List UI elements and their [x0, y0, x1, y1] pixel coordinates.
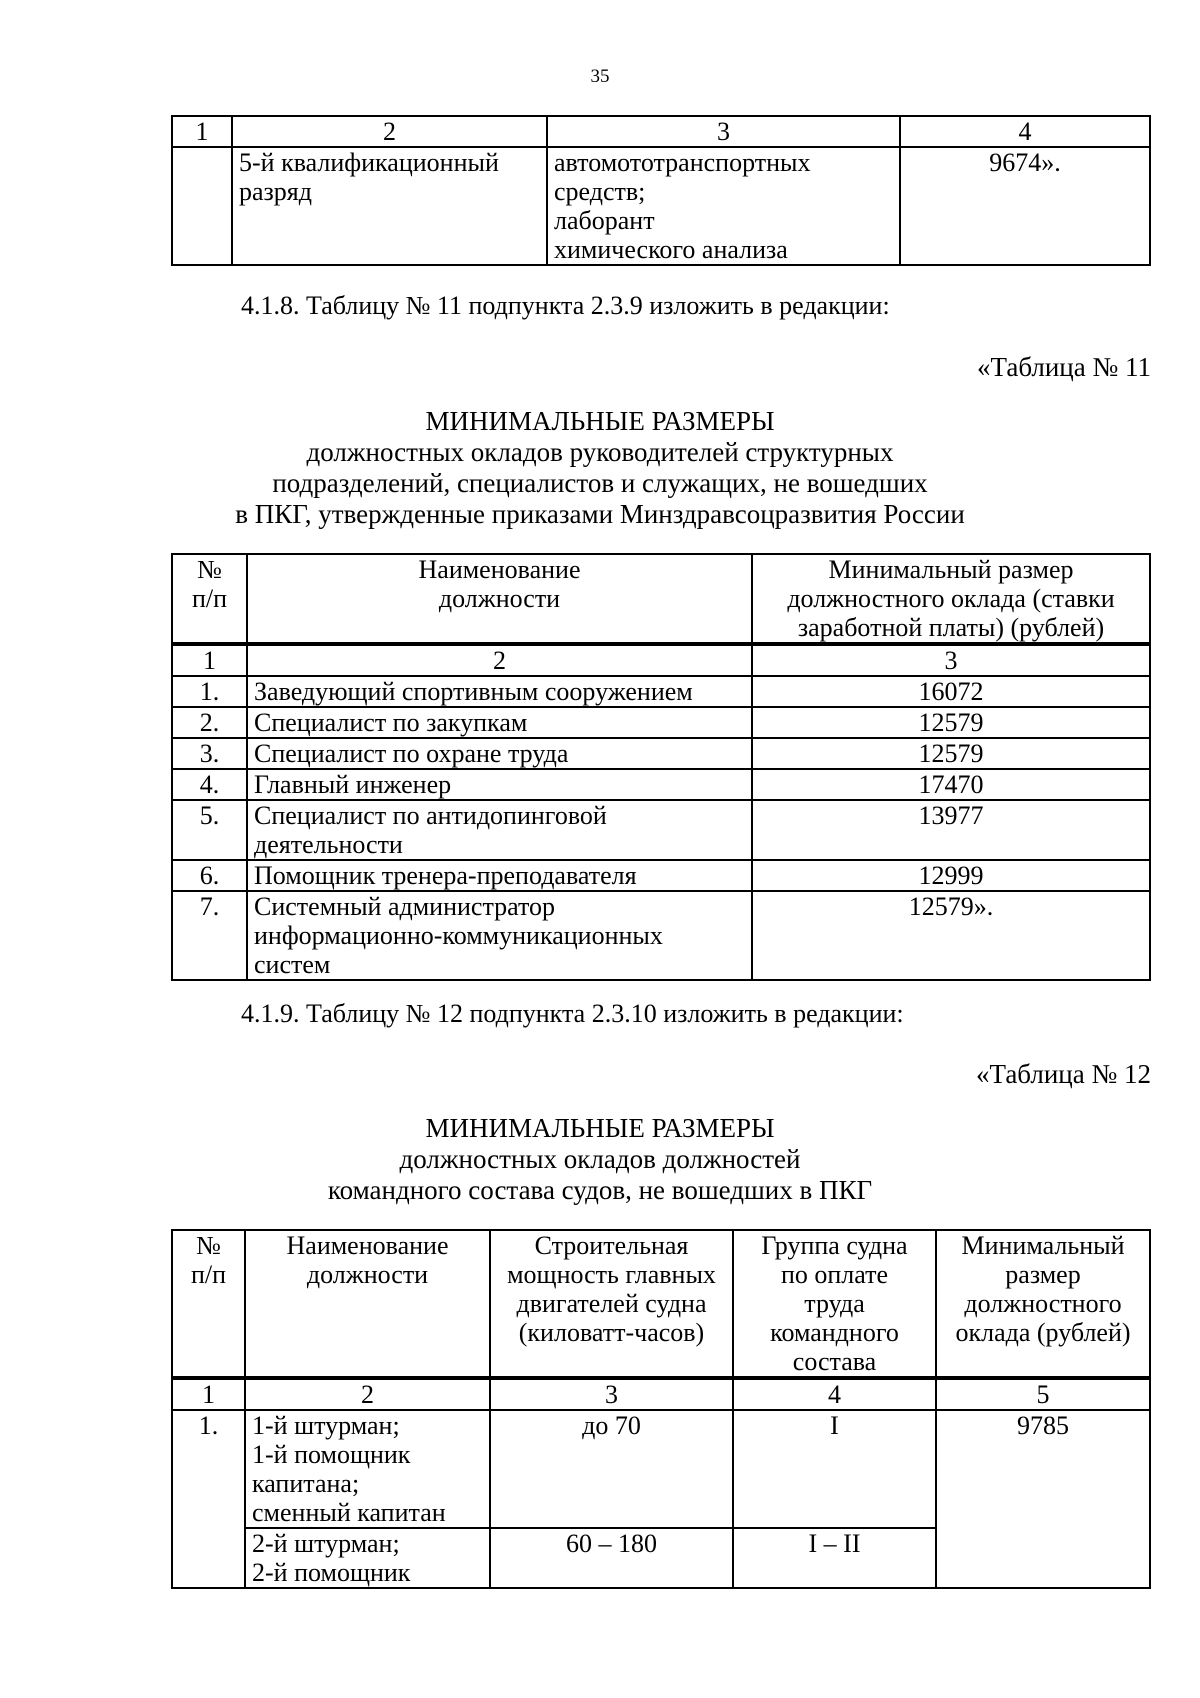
vessel-group-value: I [733, 1410, 936, 1528]
header-line: Строительная [534, 1231, 689, 1260]
text-line: сменный капитан [252, 1498, 446, 1527]
table-cell [172, 147, 232, 265]
col-number: 2 [232, 116, 547, 147]
header-line: должностного оклада (ставки [787, 584, 1115, 613]
row-number: 4. [172, 769, 247, 800]
salary-value: 13977 [752, 800, 1150, 860]
text-line: химического анализа [554, 235, 788, 264]
table-11-title [0, 406, 1200, 530]
col-number: 4 [900, 116, 1150, 147]
table-row [172, 769, 1150, 800]
text-line: 1-й штурман; [252, 1411, 400, 1440]
engine-power-value: 60 – 180 [490, 1528, 733, 1588]
text-line: 1-й помощник [252, 1440, 411, 1469]
col-number: 3 [547, 116, 900, 147]
text-line: Специалист по антидопинговой [254, 801, 607, 830]
header-line: Группа судна [761, 1231, 908, 1260]
header-name [245, 1230, 490, 1378]
header-number [172, 1230, 245, 1378]
text-line: 2-й штурман; [252, 1529, 400, 1558]
text-line: информационно-коммуникационных [254, 921, 663, 950]
row-number: 3. [172, 738, 247, 769]
title-line: в ПКГ, утвержденные приказами Минздравсоцразвития России [235, 499, 965, 529]
text-line: систем [254, 950, 331, 979]
table-12-label: «Таблица № 12 [976, 1059, 1151, 1089]
text-line: разряд [239, 177, 312, 206]
salary-value: 12579 [752, 707, 1150, 738]
header-line: № [197, 555, 222, 584]
text-line: Системный администратор [254, 892, 556, 921]
title-line: должностных окладов руководителей структурных [306, 437, 894, 467]
header-line: Минимальный размер [828, 555, 1074, 584]
page-number: 35 [590, 66, 610, 87]
table-11-label: «Таблица № 11 [977, 352, 1151, 382]
header-line: по оплате [780, 1260, 889, 1289]
header-line: (киловатт-часов) [518, 1318, 705, 1347]
col-number: 1 [172, 1378, 245, 1410]
salary-value: 12579 [752, 738, 1150, 769]
position-name: Специалист по закупкам [247, 707, 752, 738]
row-number: 5. [172, 800, 247, 860]
column-numbers-row [172, 644, 1150, 676]
col-number: 1 [172, 644, 247, 676]
table-header-row [172, 1230, 1150, 1378]
text-line: лаборант [554, 206, 655, 235]
salary-value: 16072 [752, 676, 1150, 707]
table-header-row [172, 554, 1150, 644]
header-vessel-group [733, 1230, 936, 1378]
header-line: должности [306, 1260, 429, 1289]
column-numbers-row [172, 1378, 1150, 1410]
header-line: Наименование [286, 1231, 449, 1260]
header-line: оклада (рублей) [955, 1318, 1131, 1347]
text-line: деятельности [254, 830, 403, 859]
text-line: автомототранспортных [554, 148, 811, 177]
header-line: мощность главных [507, 1260, 716, 1289]
header-line: двигателей судна [516, 1289, 707, 1318]
row-number: 2. [172, 707, 247, 738]
table-row [172, 147, 1150, 265]
continuation-table [171, 115, 1151, 266]
col-number: 3 [752, 644, 1150, 676]
text-line: средств; [554, 177, 646, 206]
header-line: Наименование [418, 555, 581, 584]
col-number: 4 [733, 1378, 936, 1410]
header-line: № [196, 1231, 221, 1260]
position-cell [232, 147, 547, 265]
paragraph-4-1-9: 4.1.9. Таблицу № 12 подпункта 2.3.10 изложить в редакции: [241, 999, 904, 1028]
header-line: заработной платы) (рублей) [797, 613, 1105, 642]
table-row [172, 1410, 1150, 1528]
text-line: 2-й помощник [252, 1558, 411, 1587]
position-name [245, 1528, 490, 1588]
table-row [172, 738, 1150, 769]
salary-cell: 9674». [900, 147, 1150, 265]
header-line: командного [770, 1318, 899, 1347]
col-number: 3 [490, 1378, 733, 1410]
title-line: должностных окладов должностей [399, 1144, 801, 1174]
header-line: должности [438, 584, 561, 613]
row-number: 6. [172, 860, 247, 891]
table-11 [171, 553, 1151, 981]
row-number: 7. [172, 891, 247, 980]
header-line: п/п [190, 1260, 227, 1289]
paragraph-4-1-8: 4.1.8. Таблицу № 11 подпункта 2.3.9 изложить в редакции: [241, 291, 890, 320]
table-12-title [0, 1113, 1200, 1206]
table-row [172, 800, 1150, 860]
title-heading: МИНИМАЛЬНЫЕ РАЗМЕРЫ [425, 1113, 775, 1143]
title-heading: МИНИМАЛЬНЫЕ РАЗМЕРЫ [425, 406, 775, 436]
table-row [172, 707, 1150, 738]
table-header-row [172, 116, 1150, 147]
salary-value: 12999 [752, 860, 1150, 891]
header-line: размер [1005, 1260, 1081, 1289]
header-salary [936, 1230, 1150, 1378]
header-line: должностного [964, 1289, 1122, 1318]
header-number [172, 554, 247, 644]
salary-value: 17470 [752, 769, 1150, 800]
col-number: 2 [247, 644, 752, 676]
header-salary [752, 554, 1150, 644]
engine-power-value: до 70 [490, 1410, 733, 1528]
col-number: 5 [936, 1378, 1150, 1410]
col-number: 2 [245, 1378, 490, 1410]
position-cell [547, 147, 900, 265]
header-line: труда [804, 1289, 865, 1318]
title-line: подразделений, специалистов и служащих, не вошедших [272, 468, 928, 498]
position-name [247, 800, 752, 860]
row-number: 1. [172, 1410, 245, 1588]
position-name: Заведующий спортивным сооружением [247, 676, 752, 707]
position-name [245, 1410, 490, 1528]
header-name [247, 554, 752, 644]
position-name: Помощник тренера-преподавателя [247, 860, 752, 891]
header-engine-power [490, 1230, 733, 1378]
table-row [172, 860, 1150, 891]
header-line: Минимальный [961, 1231, 1125, 1260]
header-line: п/п [191, 584, 228, 613]
position-name: Главный инженер [247, 769, 752, 800]
table-row [172, 891, 1150, 980]
title-line: командного состава судов, не вошедших в ПКГ [327, 1175, 873, 1205]
position-name: Специалист по охране труда [247, 738, 752, 769]
text-line: 5-й квалификационный [239, 148, 499, 177]
table-12 [171, 1229, 1151, 1589]
header-line: состава [792, 1347, 877, 1376]
position-name [247, 891, 752, 980]
table-row [172, 676, 1150, 707]
col-number: 1 [172, 116, 232, 147]
salary-value: 12579». [752, 891, 1150, 980]
row-number: 1. [172, 676, 247, 707]
salary-value: 9785 [936, 1410, 1150, 1588]
vessel-group-value: I – II [733, 1528, 936, 1588]
text-line: капитана; [252, 1469, 360, 1498]
